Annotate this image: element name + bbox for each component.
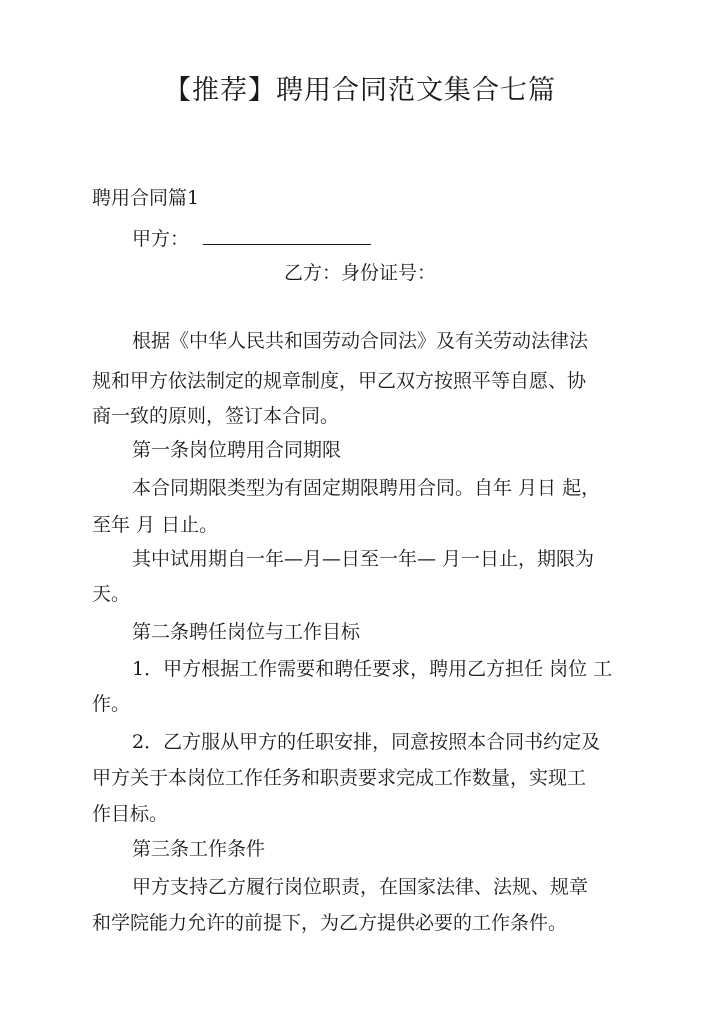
paragraph-line: 甲方支持乙方履行岗位职责，在国家法律、法规、规章 [132, 876, 589, 898]
paragraph-line: 和学院能力允许的前提下，为乙方提供必要的工作条件。 [92, 912, 568, 934]
paragraph-line: 商一致的原则，签订本合同。 [92, 405, 340, 427]
party-b-line: 乙方：身份证号： [284, 262, 437, 284]
paragraph-line: 作。 [92, 693, 131, 715]
paragraph-line: 天。 [92, 583, 131, 605]
clause-heading: 第一条岗位聘用合同期限 [132, 439, 342, 461]
paragraph-line: 2．乙方服从甲方的任职安排，同意按照本合同书约定及 [132, 731, 601, 753]
paragraph-line: 规和甲方依法制定的规章制度，甲乙双方按照平等自愿、协 [92, 370, 587, 392]
paragraph-line: 其中试用期自一年—月—日至一年— 月一日止，期限为 [132, 548, 595, 570]
section-heading: 聘用合同篇1 [92, 187, 200, 209]
paragraph-line: 甲方关于本岗位工作任务和职责要求完成工作数量，实现工 [92, 767, 587, 789]
paragraph-line: 1．甲方根据工作需要和聘任要求，聘用乙方担任 岗位 工 [132, 658, 613, 680]
paragraph-line: 作目标。 [92, 803, 169, 825]
clause-heading: 第三条工作条件 [132, 838, 266, 860]
party-a-label: 甲方： [132, 228, 190, 250]
party-a-blank [203, 230, 371, 245]
paragraph-line: 本合同期限类型为有固定期限聘用合同。自年 月日 起， [132, 477, 601, 499]
document-title: 【推荐】聘用合同范文集合七篇 [164, 75, 556, 106]
paragraph-line: 根据《中华人民共和国劳动合同法》及有关劳动法律法 [132, 330, 589, 352]
clause-heading: 第二条聘任岗位与工作目标 [132, 621, 361, 643]
party-a-line [132, 228, 692, 250]
paragraph-line: 至年 月 日止。 [92, 514, 219, 536]
